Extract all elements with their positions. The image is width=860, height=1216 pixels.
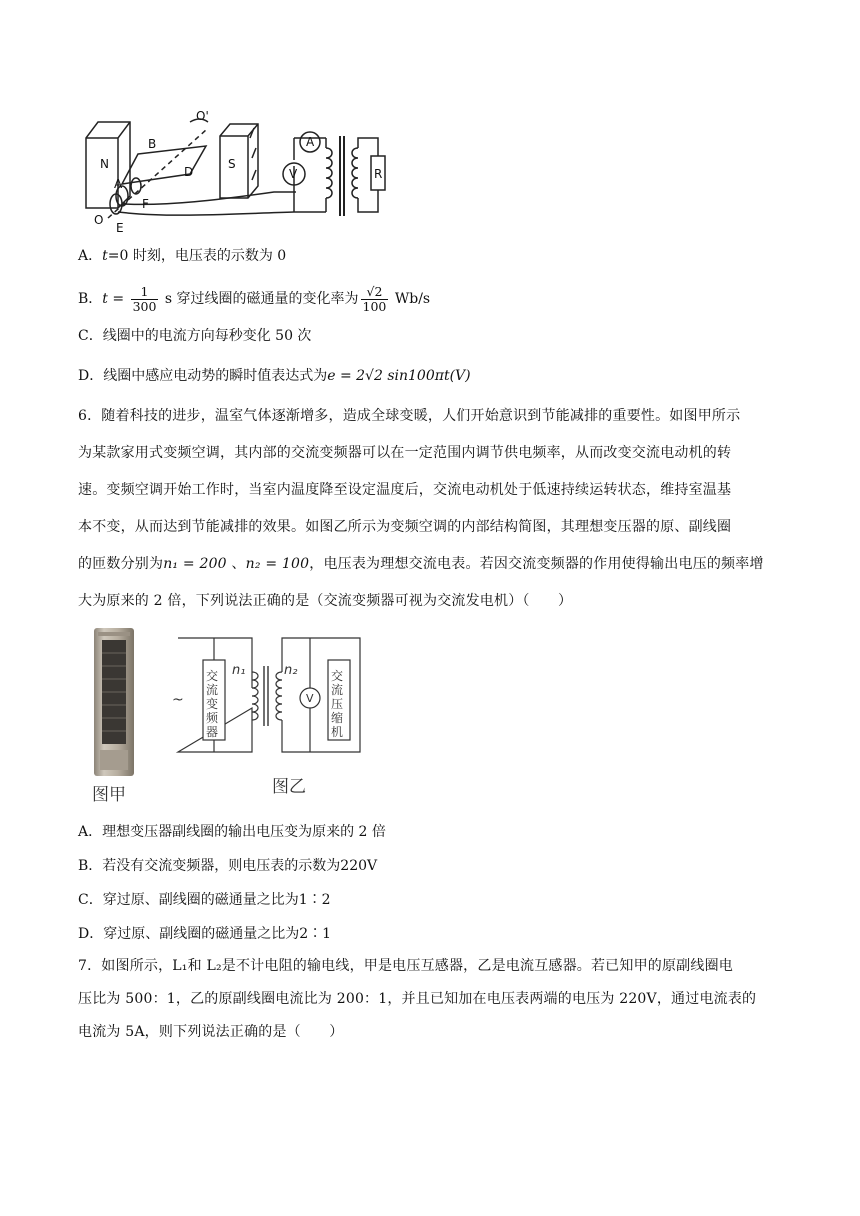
label-n2: n₂ [284, 663, 298, 678]
label-f: F [142, 197, 149, 211]
label-a: A [114, 177, 123, 191]
label-n: N [100, 157, 109, 171]
q5-option-c: C．线圈中的电流方向每秒变化 50 次 [78, 328, 312, 344]
box1-char-4: 频 [206, 711, 219, 725]
q7-line-2: 压比为 500：1，乙的原副线圈电流比为 200：1，并且已知加在电压表两端的电压为 220V，通过电流表的 [78, 991, 757, 1007]
q7-line-1: 7．如图所示，L₁和 L₂是不计电阻的输电线，甲是电压互感器，乙是电流互感器。若已知甲的原副线圈电 [78, 958, 733, 974]
q6-option-a: A．理想变压器副线圈的输出电压变为原来的 2 倍 [78, 824, 386, 840]
label-d: D [184, 165, 194, 179]
q5-option-a: A．t=0 时刻，电压表的示数为 0 [78, 248, 287, 264]
n2-expression: n₂ = 100 [245, 556, 310, 572]
ac-source-symbol: ~ [172, 692, 184, 708]
q6-stem [78, 398, 778, 620]
box2-char-3: 压 [331, 697, 344, 711]
box2-char-4: 缩 [331, 711, 344, 725]
box1-char-1: 交 [206, 669, 219, 683]
q6-line-5: 的匝数分别为n₁ = 200 、n₂ = 100，电压表为理想交流电表。若因交流变频器的作用使得输出电压的频率增 [78, 556, 764, 572]
generator-circuit-diagram [78, 108, 398, 238]
air-conditioner-image [90, 626, 140, 778]
box1-char-5: 器 [206, 725, 219, 739]
label-o-prime: O' [196, 109, 209, 123]
label-b: B [148, 137, 157, 151]
label-n1: n₁ [232, 663, 246, 678]
box1-char-3: 变 [206, 697, 219, 711]
box1-char-2: 流 [206, 683, 219, 697]
label-e: E [116, 221, 124, 235]
box2-char-1: 交 [331, 669, 344, 683]
label-s: S [228, 157, 236, 171]
q6-option-b: B．若没有交流变频器，则电压表的示数为220V [78, 858, 378, 874]
label-voltmeter-v: V [306, 692, 314, 705]
fraction-time: $\frac{1}{300}$ [132, 283, 157, 314]
q6-option-d: D．穿过原、副线圈的磁通量之比为2∶1 [78, 926, 332, 942]
q6-line-6: 大为原来的 2 倍，下列说法正确的是（交流变频器可视为交流发电机）（ ） [78, 593, 573, 609]
q6-line-4: 本不变，从而达到节能减排的效果。如图乙所示为变频空调的内部结构简图，其理想变压器的原、副线圈 [78, 519, 732, 535]
label-ammeter: A [306, 135, 315, 149]
label-resistor: R [374, 167, 383, 181]
q6-line-3: 速。变频空调开始工作时，当室内温度降至设定温度后，交流电动机处于低速持续运转状态，维持室温基 [78, 482, 732, 498]
transformer-circuit-diagram [170, 632, 370, 762]
n1-expression: n₁ = 200 [163, 556, 227, 572]
emf-expression: e = 2√2 sin100πt(V) [327, 368, 471, 384]
q6-line-1: 6．随着科技的进步，温室气体逐渐增多，造成全球变暖，人们开始意识到节能减排的重要性。如图甲所示 [78, 408, 741, 424]
label-o: O [94, 213, 104, 227]
q6-option-c: C．穿过原、副线圈的磁通量之比为1∶2 [78, 892, 331, 908]
box2-char-5: 机 [331, 725, 344, 739]
label-voltmeter: V [289, 167, 298, 181]
fig-yi-caption: 图乙 [272, 777, 306, 797]
q7-line-3: 电流为 5A，则下列说法正确的是（ ） [78, 1024, 344, 1040]
q5-option-b: B．t = $\frac{1}{300}$ s 穿过线圈的磁通量的变化率为 $\frac{√2}{100}$ Wb/s [78, 283, 431, 314]
box2-char-2: 流 [331, 683, 344, 697]
q5-option-d: D．线圈中感应电动势的瞬时值表达式为e = 2√2 sin100πt(V) [78, 368, 471, 384]
q6-line-2: 为某款家用式变频空调，其内部的交流变频器可以在一定范围内调节供电频率，从而改变交流电动机的转 [78, 445, 732, 461]
fraction-flux-rate: $\frac{√2}{100}$ [362, 283, 387, 314]
q7-stem [78, 950, 778, 1049]
fig-jia-caption: 图甲 [92, 785, 126, 805]
